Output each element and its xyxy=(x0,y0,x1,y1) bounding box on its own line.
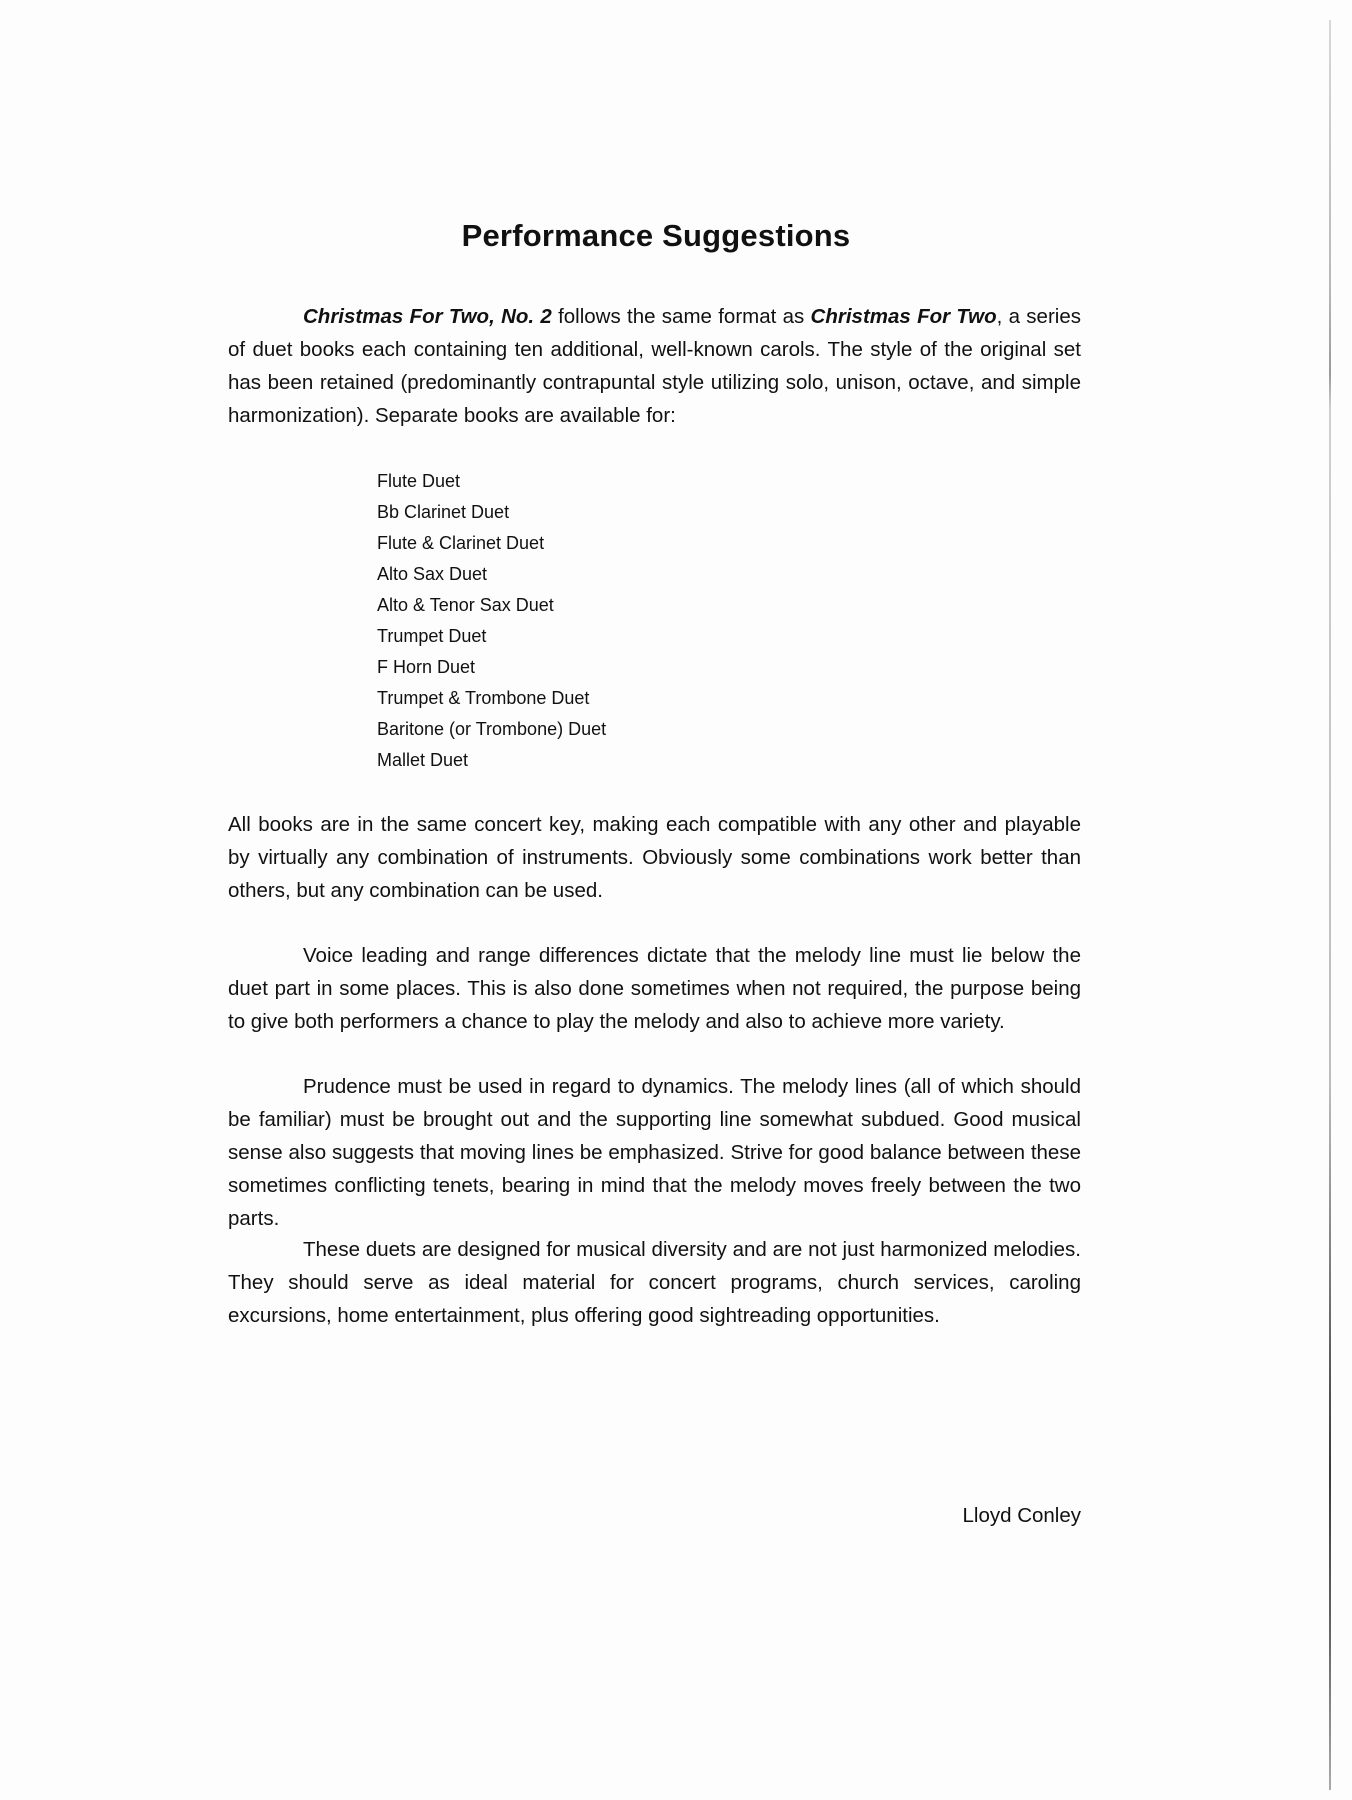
list-item: Flute Duet xyxy=(377,471,461,491)
list-item: Trumpet Duet xyxy=(377,626,487,646)
author-signature: Lloyd Conley xyxy=(962,1504,1081,1527)
book-title: Christmas For Two, No. 2 xyxy=(303,305,552,328)
concert-key-paragraph: All books are in the same concert key, making each compatible with any other and playable by virtually any combination of instruments. Obviously some combinations work better than others, but any combination can be used. xyxy=(228,813,1081,902)
list-item: Flute & Clarinet Duet xyxy=(377,533,545,553)
intro-paragraph xyxy=(228,300,1081,432)
series-title: Christmas For Two xyxy=(810,305,997,328)
dynamics-paragraph: Prudence must be used in regard to dynamics. The melody lines (all of which should be familiar) must be brought out and the supporting line somewhat subdued. Good musical sense also suggests that moving lines be emphasized. Strive for good balance between these sometimes conflicting tenets, bearing in mind that the melody moves freely between the two parts. xyxy=(228,1075,1081,1230)
list-item: F Horn Duet xyxy=(377,657,476,677)
page-title: Performance Suggestions xyxy=(461,218,851,253)
list-item: Alto Sax Duet xyxy=(377,564,488,584)
list-item: Mallet Duet xyxy=(377,750,469,770)
list-item: Alto & Tenor Sax Duet xyxy=(377,595,554,615)
list-item: Trumpet & Trombone Duet xyxy=(377,688,590,708)
intro-text-a: follows the same format as xyxy=(551,305,811,328)
diversity-paragraph: These duets are designed for musical diversity and are not just harmonized melodies. They should serve as ideal material for concert programs, church services, caroling excursions, home entertainment, plus offering good sightreading opportunities. xyxy=(228,1238,1081,1327)
intro-text-b: , a series of duet books each containing ten additional, well-known carols. The style of the original set has been retained (predominantly contrapuntal style utilizing solo, unison, octave, and simple harmonization). Separate books are available for: xyxy=(228,305,1081,427)
scan-edge-line xyxy=(1329,20,1331,1790)
list-item: Baritone (or Trombone) Duet xyxy=(377,719,607,739)
duet-book-list xyxy=(377,466,606,776)
voice-leading-paragraph: Voice leading and range differences dictate that the melody line must lie below the duet part in some places. This is also done sometimes when not required, the purpose being to give both performers a chance to play the melody and also to achieve more variety. xyxy=(228,944,1081,1033)
list-item: Bb Clarinet Duet xyxy=(377,502,510,522)
